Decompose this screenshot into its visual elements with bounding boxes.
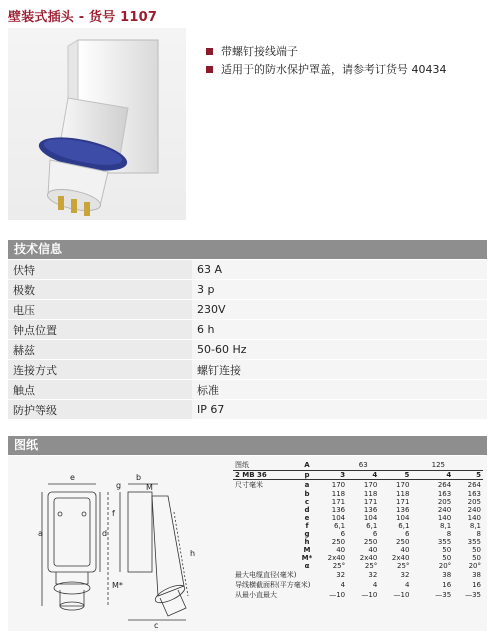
row-symbol: h — [304, 538, 310, 546]
cell-value: 163 — [437, 490, 452, 498]
table-row — [233, 490, 483, 498]
cell-value: 6,1 — [366, 522, 378, 530]
cell-value: 16 — [472, 581, 481, 589]
spec-value: 螺钉连接 — [192, 360, 487, 380]
dim-label-c: c — [154, 621, 159, 630]
cell-value: 171 — [363, 498, 378, 506]
row-symbol: c — [304, 498, 310, 506]
row-label — [233, 554, 299, 562]
spec-value: 6 h — [192, 320, 487, 340]
spacer — [411, 546, 423, 554]
cell-value: 6 — [372, 530, 378, 538]
spec-key: 钟点位置 — [8, 320, 192, 340]
pole: 5 — [453, 471, 483, 480]
cell-value: 38 — [442, 571, 452, 579]
row-label — [233, 514, 299, 522]
row-label — [233, 490, 299, 498]
table-row — [233, 538, 483, 546]
row-label — [233, 530, 299, 538]
cell-value: 4 — [372, 581, 378, 589]
cell-value: 355 — [437, 538, 452, 546]
wall-plug-illustration — [8, 28, 186, 220]
table-row — [8, 360, 487, 380]
table-row — [233, 480, 483, 491]
dim-label-g: g — [116, 481, 122, 490]
spacer — [411, 530, 423, 538]
cell-value: 50 — [472, 554, 481, 562]
row-label: 导线横截面积(平方毫米) — [235, 581, 311, 589]
dimension-drawing — [8, 456, 228, 631]
table-row — [233, 546, 483, 554]
cell-value: 32 — [368, 571, 378, 579]
cell-value: 104 — [363, 514, 378, 522]
row-label — [233, 538, 299, 546]
cell-value: 25° — [332, 562, 346, 570]
table-row — [233, 580, 483, 590]
spacer — [411, 570, 423, 580]
pole: 5 — [379, 471, 411, 480]
dim-label-d: d — [102, 529, 108, 538]
table-row — [8, 380, 487, 400]
table-row — [8, 400, 487, 420]
spacer — [411, 538, 423, 546]
cell-value: 25° — [397, 562, 410, 570]
cell-value: 170 — [331, 481, 346, 489]
cell-value: 20° — [438, 562, 452, 570]
bullet-square-icon — [206, 66, 213, 73]
spacer — [411, 471, 423, 480]
spec-key: 防护等级 — [8, 400, 192, 420]
spacer — [411, 506, 423, 514]
table-row — [233, 554, 483, 562]
cell-value: 6,1 — [334, 522, 346, 530]
spacer — [411, 554, 423, 562]
table-row — [233, 471, 483, 480]
page-title: 壁装式插头 - 货号 1107 — [8, 10, 158, 25]
cell-value: 136 — [363, 506, 378, 514]
spacer — [411, 490, 423, 498]
table-title: 图纸 — [233, 460, 299, 471]
row-label — [233, 506, 299, 514]
spacer — [411, 514, 423, 522]
cell-value: 8,1 — [469, 522, 481, 530]
row-label — [233, 522, 299, 530]
row-symbol: g — [304, 530, 310, 538]
cell-value: 16 — [442, 581, 452, 589]
feature-list — [206, 42, 447, 78]
spacer — [411, 522, 423, 530]
spacer — [411, 480, 423, 491]
spec-value: 63 A — [192, 260, 487, 280]
cell-value: 20° — [468, 562, 481, 570]
spacer — [411, 498, 423, 506]
tech-info-header: 技术信息 — [8, 240, 487, 259]
pole: 4 — [423, 471, 453, 480]
cell-value: 118 — [331, 490, 346, 498]
dim-label-mstar: M* — [112, 581, 123, 590]
row-label: 尺寸毫米 — [235, 481, 263, 489]
cell-value: 171 — [331, 498, 346, 506]
table-row — [233, 562, 483, 570]
spec-value: 3 p — [192, 280, 487, 300]
row-symbol: d — [304, 506, 310, 514]
row-label — [233, 498, 299, 506]
cell-value: 240 — [437, 506, 452, 514]
bullet-square-icon — [206, 48, 213, 55]
cell-value: 136 — [396, 506, 410, 514]
feature-text: 适用于的防水保护罩盖，请参考订货号 40434 — [221, 63, 447, 76]
row-symbol: e — [304, 514, 310, 522]
table-row — [233, 506, 483, 514]
cell-value: 4 — [404, 581, 410, 589]
cell-value: 104 — [331, 514, 346, 522]
dim-label-h: h — [190, 549, 196, 558]
spec-key: 连接方式 — [8, 360, 192, 380]
spacer — [411, 580, 423, 590]
row-label — [233, 546, 299, 554]
table-row — [8, 280, 487, 300]
spacer — [411, 460, 423, 471]
row-symbol: α — [304, 562, 310, 570]
spacer — [315, 460, 347, 471]
row-label: 最大电缆直径(毫米) — [235, 571, 297, 579]
drawing-header: 图纸 — [8, 436, 487, 455]
cell-value: 6 — [404, 530, 410, 538]
cell-value: 118 — [363, 490, 378, 498]
dim-label-a: a — [38, 529, 43, 538]
row-symbol: M — [303, 546, 311, 554]
spacer — [411, 590, 423, 600]
pole: 3 — [315, 471, 347, 480]
cell-value: 8 — [446, 530, 452, 538]
cell-value: 8,1 — [440, 522, 452, 530]
cell-value: 205 — [467, 498, 481, 506]
cell-value: 50 — [472, 546, 481, 554]
spec-value: 标准 — [192, 380, 487, 400]
dimension-table — [233, 460, 483, 600]
cell-value: 2x40 — [327, 554, 346, 562]
cell-value: 40 — [400, 546, 410, 554]
cell-value: 170 — [396, 481, 410, 489]
cell-value: 250 — [331, 538, 346, 546]
table-row — [8, 300, 487, 320]
feature-item — [206, 60, 447, 78]
cell-value: 140 — [467, 514, 481, 522]
table-row — [8, 260, 487, 280]
row-symbol: b — [304, 490, 310, 498]
dim-label-M: M — [146, 483, 153, 492]
cell-value: 32 — [336, 571, 346, 579]
spacer — [379, 460, 411, 471]
cell-value: 6,1 — [398, 522, 410, 530]
cell-value: 25° — [364, 562, 378, 570]
cell-value: 264 — [467, 481, 481, 489]
cell-value: —10 — [329, 591, 346, 599]
cell-value: —10 — [361, 591, 378, 599]
spacer — [453, 460, 483, 471]
cell-value: 38 — [472, 571, 481, 579]
spacer — [411, 562, 423, 570]
spec-value: IP 67 — [192, 400, 487, 420]
dim-label-f: f — [112, 509, 115, 518]
spec-key: 极数 — [8, 280, 192, 300]
cell-value: 170 — [363, 481, 378, 489]
col-A: A — [299, 460, 315, 471]
row-symbol: M* — [301, 554, 313, 562]
cell-value: —35 — [465, 591, 481, 599]
cell-value: 50 — [442, 554, 452, 562]
cell-value: —35 — [435, 591, 452, 599]
spec-value: 230V — [192, 300, 487, 320]
product-image — [8, 28, 186, 220]
feature-text: 带螺钉接线端子 — [221, 45, 298, 58]
row-label — [233, 562, 299, 570]
cell-value: 163 — [467, 490, 481, 498]
table-row — [233, 590, 483, 600]
table-row — [8, 340, 487, 360]
row-label: 从最小直最大 — [235, 591, 277, 599]
cell-value: 250 — [363, 538, 378, 546]
dim-label-b: b — [136, 473, 142, 482]
cell-value: 136 — [331, 506, 346, 514]
spec-key: 伏特 — [8, 260, 192, 280]
cell-value: 355 — [467, 538, 481, 546]
cell-value: 8 — [476, 530, 481, 538]
table-row — [233, 460, 483, 471]
row-symbol: f — [305, 522, 309, 530]
cell-value: —10 — [393, 591, 410, 599]
table-row — [8, 320, 487, 340]
cell-value: 40 — [336, 546, 346, 554]
cell-value: 118 — [396, 490, 410, 498]
technical-drawing — [8, 456, 487, 631]
pole: 4 — [347, 471, 379, 480]
cell-value: 6 — [340, 530, 346, 538]
cell-value: 140 — [437, 514, 452, 522]
cell-value: 50 — [442, 546, 452, 554]
spec-key: 电压 — [8, 300, 192, 320]
cell-value: 205 — [437, 498, 452, 506]
col-p: p — [299, 471, 315, 480]
cell-value: 171 — [396, 498, 410, 506]
amp-63: 63 — [347, 460, 379, 471]
table-row — [233, 514, 483, 522]
spec-key: 赫兹 — [8, 340, 192, 360]
cell-value: 40 — [368, 546, 378, 554]
cell-value: 2x40 — [391, 554, 410, 562]
cell-value: 2x40 — [359, 554, 378, 562]
table-row — [233, 530, 483, 538]
cell-value: 264 — [437, 481, 452, 489]
spec-key: 触点 — [8, 380, 192, 400]
feature-item — [206, 42, 447, 60]
amp-125: 125 — [423, 460, 453, 471]
table-row — [233, 498, 483, 506]
model-code: 2 MB 36 — [233, 471, 299, 480]
cell-value: 4 — [340, 581, 346, 589]
spec-value: 50-60 Hz — [192, 340, 487, 360]
table-row — [233, 570, 483, 580]
cell-value: 104 — [396, 514, 410, 522]
row-symbol: a — [304, 481, 310, 489]
table-row — [233, 522, 483, 530]
cell-value: 32 — [400, 571, 410, 579]
cell-value: 250 — [396, 538, 410, 546]
cell-value: 240 — [467, 506, 481, 514]
tech-specs-table — [8, 260, 487, 420]
dim-label-e: e — [70, 473, 75, 482]
